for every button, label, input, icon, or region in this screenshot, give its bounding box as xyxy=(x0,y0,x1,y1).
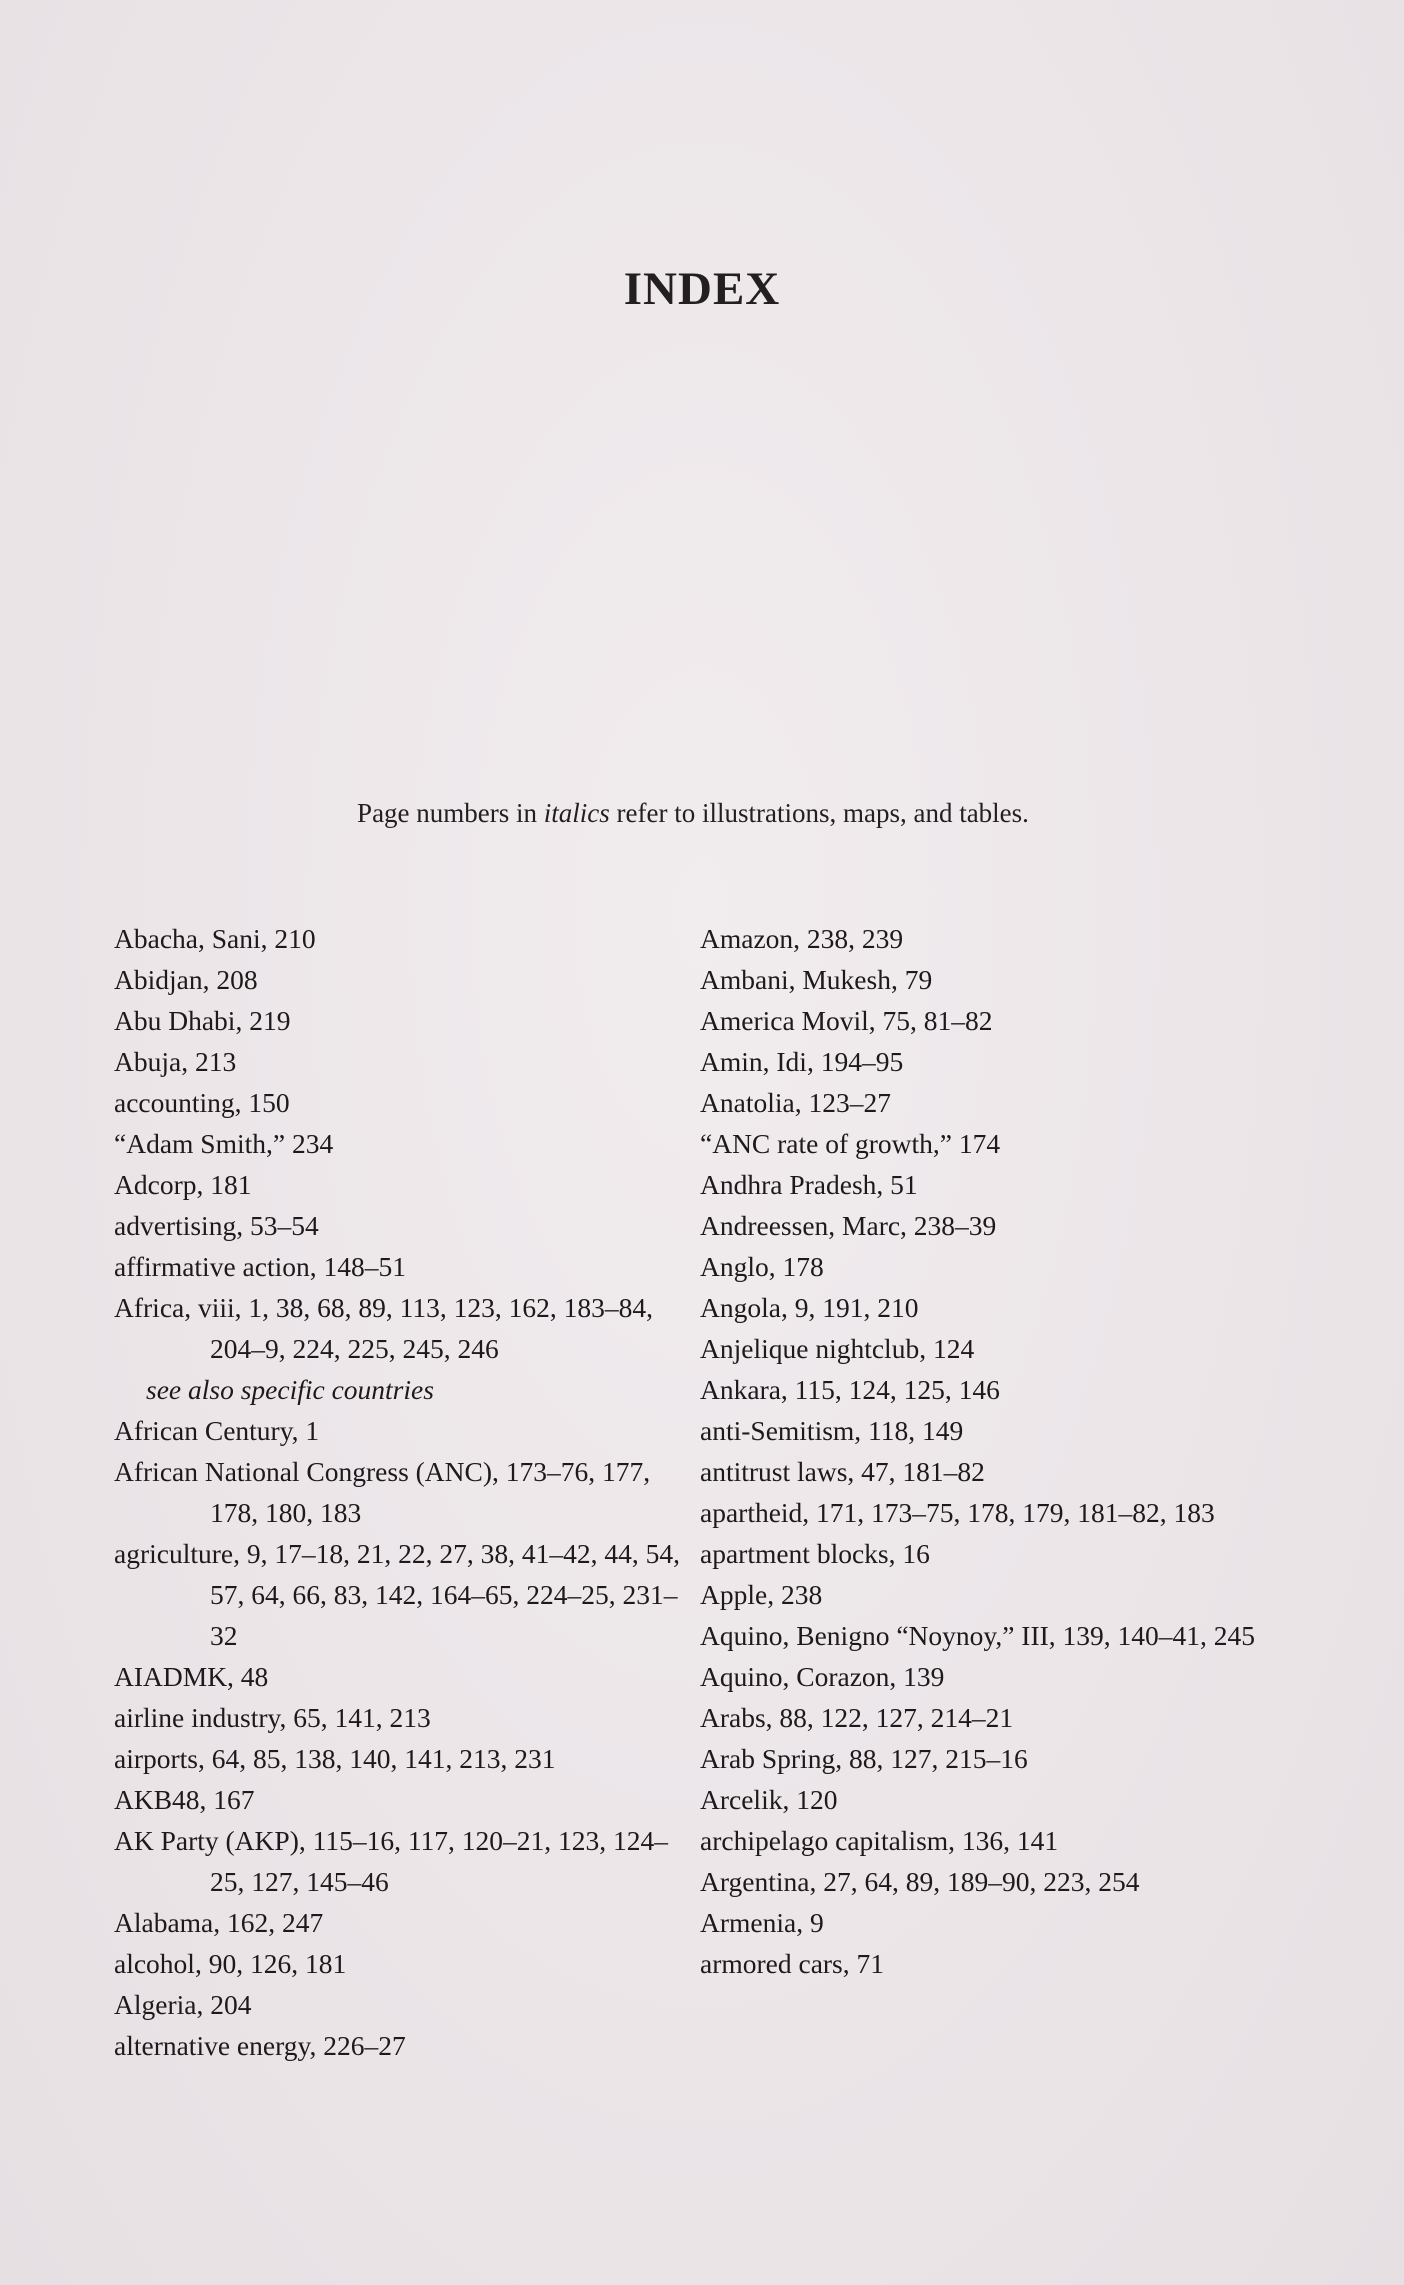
index-entry: anti-Semitism, 118, 149 xyxy=(700,1415,964,1446)
index-entry: Arabs, 88, 122, 127, 214–21 xyxy=(700,1702,1014,1733)
index-entry: AKB48, 167 xyxy=(114,1784,255,1815)
index-entry: Amin, Idi, 194–95 xyxy=(700,1046,904,1077)
index-entry: Anatolia, 123–27 xyxy=(700,1087,891,1118)
note-text-end: refer to illustrations, maps, and tables. xyxy=(609,798,1029,828)
index-entry: alcohol, 90, 126, 181 xyxy=(114,1948,347,1979)
index-entry: “Adam Smith,” 234 xyxy=(114,1128,334,1159)
index-entry: Anjelique nightclub, 124 xyxy=(700,1333,975,1364)
index-entry: African National Congress (ANC), 173–76, 177, 178, 180, 183 xyxy=(114,1456,651,1528)
index-entry: Abuja, 213 xyxy=(114,1046,237,1077)
index-entry: Andreessen, Marc, 238–39 xyxy=(700,1210,997,1241)
index-entry: Ambani, Mukesh, 79 xyxy=(700,964,933,995)
index-entry: affirmative action, 148–51 xyxy=(114,1251,406,1282)
index-entry: Arcelik, 120 xyxy=(700,1784,838,1815)
index-entry: Abidjan, 208 xyxy=(114,964,258,995)
index-note xyxy=(0,798,1386,829)
index-entry: Adcorp, 181 xyxy=(114,1169,252,1200)
index-entry: AIADMK, 48 xyxy=(114,1661,269,1692)
index-entry: Aquino, Benigno “Noynoy,” III, 139, 140–41, 245 xyxy=(700,1620,1256,1651)
index-entry: archipelago capitalism, 136, 141 xyxy=(700,1825,1059,1856)
index-entry: accounting, 150 xyxy=(114,1087,290,1118)
index-entry: Armenia, 9 xyxy=(700,1907,824,1938)
index-entry: Anglo, 178 xyxy=(700,1251,824,1282)
index-entry: armored cars, 71 xyxy=(700,1948,885,1979)
page-title: INDEX xyxy=(623,263,781,315)
index-entry: America Movil, 75, 81–82 xyxy=(700,1005,993,1036)
index-entry: Alabama, 162, 247 xyxy=(114,1907,324,1938)
index-entry: Abu Dhabi, 219 xyxy=(114,1005,291,1036)
index-entry: apartheid, 171, 173–75, 178, 179, 181–82, 183 xyxy=(700,1497,1215,1528)
index-entry: Algeria, 204 xyxy=(114,1989,252,2020)
index-entry: Apple, 238 xyxy=(700,1579,823,1610)
index-entry: advertising, 53–54 xyxy=(114,1210,319,1241)
index-entry: African Century, 1 xyxy=(114,1415,320,1446)
index-entry: Argentina, 27, 64, 89, 189–90, 223, 254 xyxy=(700,1866,1140,1897)
index-column-right xyxy=(700,918,1290,1984)
index-entry: Andhra Pradesh, 51 xyxy=(700,1169,918,1200)
index-column-left xyxy=(114,918,684,2066)
index-entry: airline industry, 65, 141, 213 xyxy=(114,1702,431,1733)
index-entry: agriculture, 9, 17–18, 21, 22, 27, 38, 41–42, 44, 54, 57, 64, 66, 83, 142, 164–65, 224–25, 231–32 xyxy=(114,1538,680,1651)
index-entry: alternative energy, 226–27 xyxy=(114,2030,406,2061)
index-entry: AK Party (AKP), 115–16, 117, 120–21, 123, 124–25, 127, 145–46 xyxy=(114,1825,669,1897)
index-entry: Angola, 9, 191, 210 xyxy=(700,1292,919,1323)
index-entry: Aquino, Corazon, 139 xyxy=(700,1661,945,1692)
index-entry: Abacha, Sani, 210 xyxy=(114,923,316,954)
note-text-italic: italics xyxy=(543,798,610,828)
index-entry: Ankara, 115, 124, 125, 146 xyxy=(700,1374,1000,1405)
index-entry: antitrust laws, 47, 181–82 xyxy=(700,1456,985,1487)
index-entry: Amazon, 238, 239 xyxy=(700,923,904,954)
index-entry: Africa, viii, 1, 38, 68, 89, 113, 123, 162, 183–84, 204–9, 224, 225, 245, 246 xyxy=(114,1292,654,1364)
index-cross-reference: see also specific countries xyxy=(146,1374,434,1405)
index-entry: apartment blocks, 16 xyxy=(700,1538,930,1569)
index-entry: “ANC rate of growth,” 174 xyxy=(700,1128,1001,1159)
index-entry: airports, 64, 85, 138, 140, 141, 213, 231 xyxy=(114,1743,556,1774)
note-text-start: Page numbers in xyxy=(357,798,544,828)
index-entry: Arab Spring, 88, 127, 215–16 xyxy=(700,1743,1028,1774)
